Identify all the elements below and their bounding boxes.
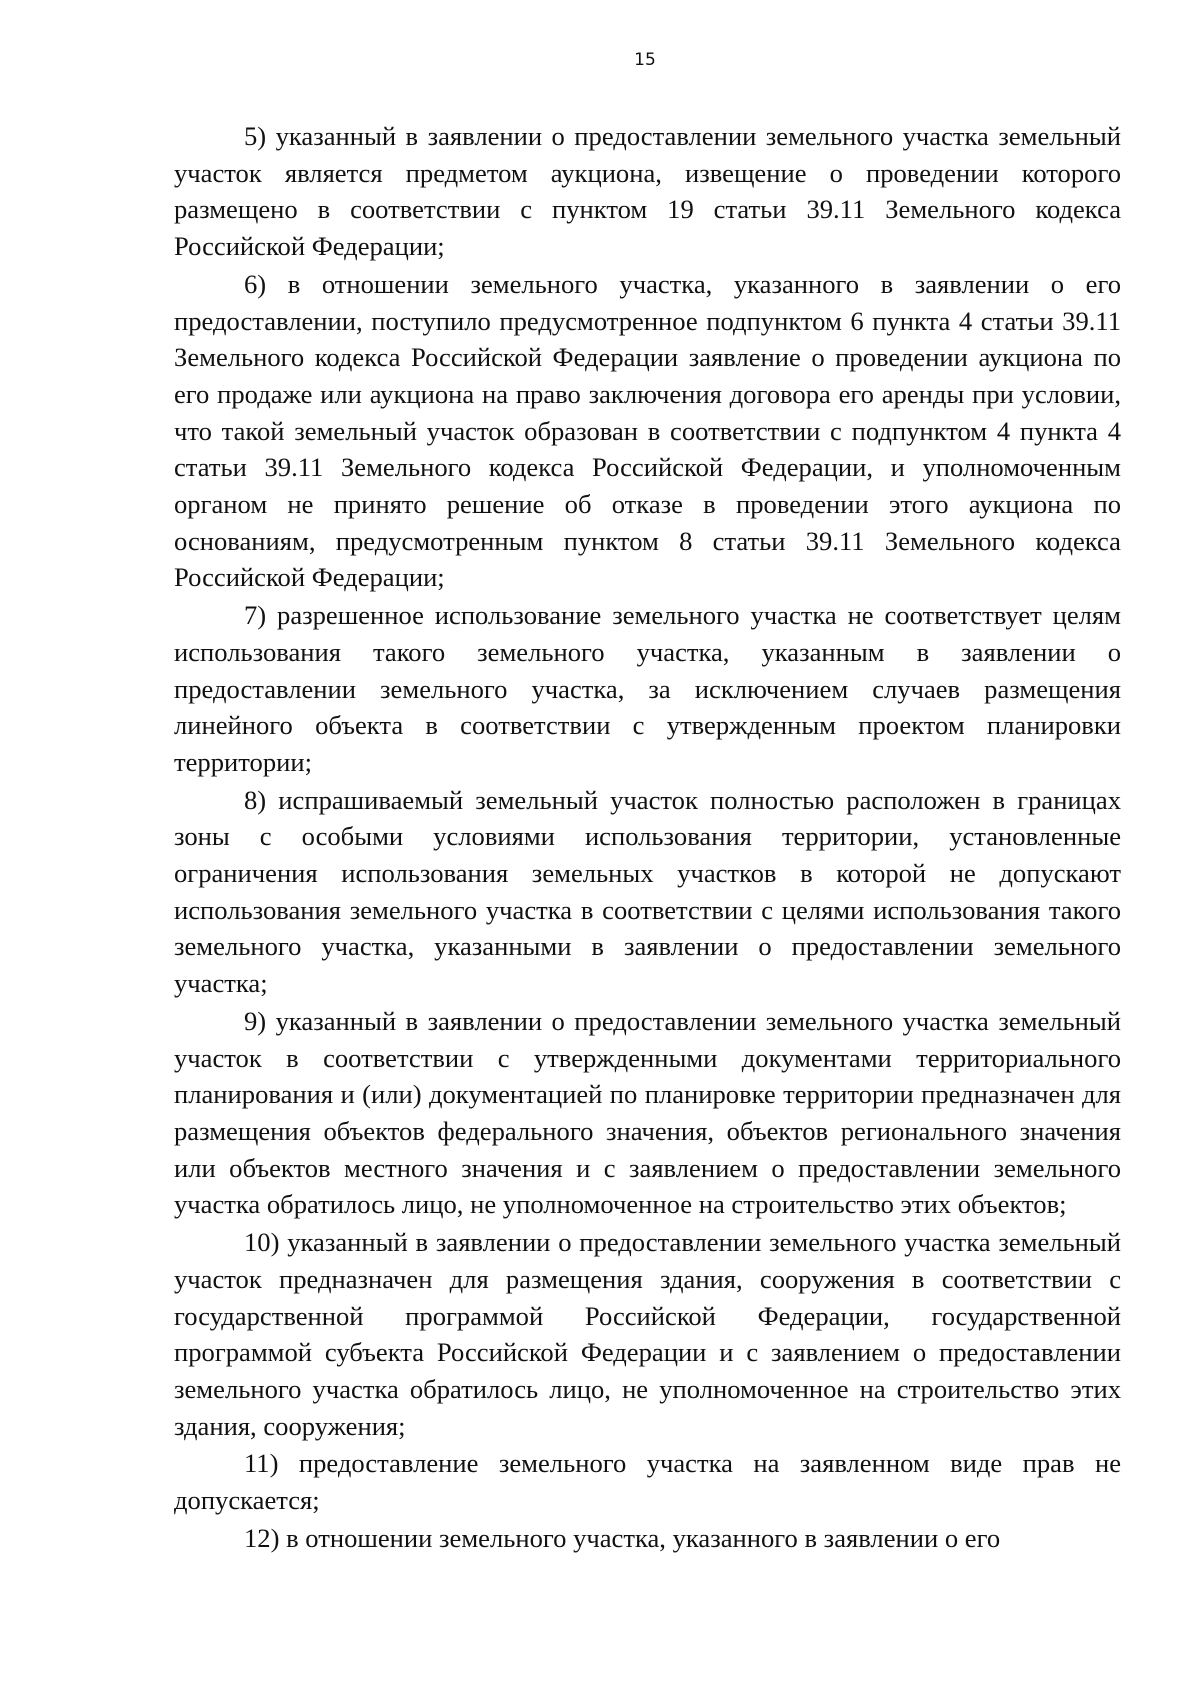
paragraph-item-8: 8) испрашиваемый земельный участок полностью расположен в границах зоны с особыми условиями использования территории, установленные ограничения использования земельных участков в которой не допускают использования земельного участка в соответствии с целями использования такого земельного участка, указанными в заявлении о предоставлении земельного участка; xyxy=(174,784,1121,999)
paragraph-item-6: 6) в отношении земельного участка, указанного в заявлении о его предоставлении, поступило предусмотренное подпунктом 6 пункта 4 статьи 39.11 Земельного кодекса Российской Федерации заявление о проведении аукциона по его продаже или аукциона на право заключения договора его аренды при условии, что такой земельный участок образован в соответствии с подпунктом 4 пункта 4 статьи 39.11 Земельного кодекса Российской Федерации, и уполномоченным органом не принято решение об отказе в проведении этого аукциона по основаниям, предусмотренным пунктом 8 статьи 39.11 Земельного кодекса Российской Федерации; xyxy=(174,268,1121,593)
paragraph-item-10: 10) указанный в заявлении о предоставлении земельного участка земельный участок предназначен для размещения здания, сооружения в соответствии с государственной программой Российской Федерации, государственной программой субъекта Российской Федерации и с заявлением о предоставлении земельного участка обратилось лицо, не уполномоченное на строительство этих здания, сооружения; xyxy=(174,1227,1121,1441)
paragraph-item-12: 12) в отношении земельного участка, указанного в заявлении о его xyxy=(244,1522,1001,1553)
paragraph-item-7: 7) разрешенное использование земельного участка не соответствует целям использования такого земельного участка, указанным в заявлении о предоставлении земельного участка, за исключением случаев размещения линейного объекта в соответствии с утвержденным проектом планировки территории; xyxy=(174,600,1121,777)
paragraph-item-9: 9) указанный в заявлении о предоставлении земельного участка земельный участок в соответствии с утвержденными документами территориального планирования и (или) документацией по планировке территории предназначен для размещения объектов федерального значения, объектов регионального значения или объектов местного значения и с заявлением о предоставлении земельного участка обратилось лицо, не уполномоченное на строительство этих объектов; xyxy=(174,1005,1121,1220)
page-number: 15 xyxy=(634,50,656,70)
document-body xyxy=(174,118,1121,1557)
paragraph-item-5: 5) указанный в заявлении о предоставлении земельного участка земельный участок является предметом аукциона, извещение о проведении которого размещено в соответствии с пунктом 19 статьи 39.11 Земельного кодекса Российской Федерации; xyxy=(174,121,1121,262)
paragraph-item-11: 11) предоставление земельного участка на заявленном виде прав не допускается; xyxy=(174,1448,1121,1516)
